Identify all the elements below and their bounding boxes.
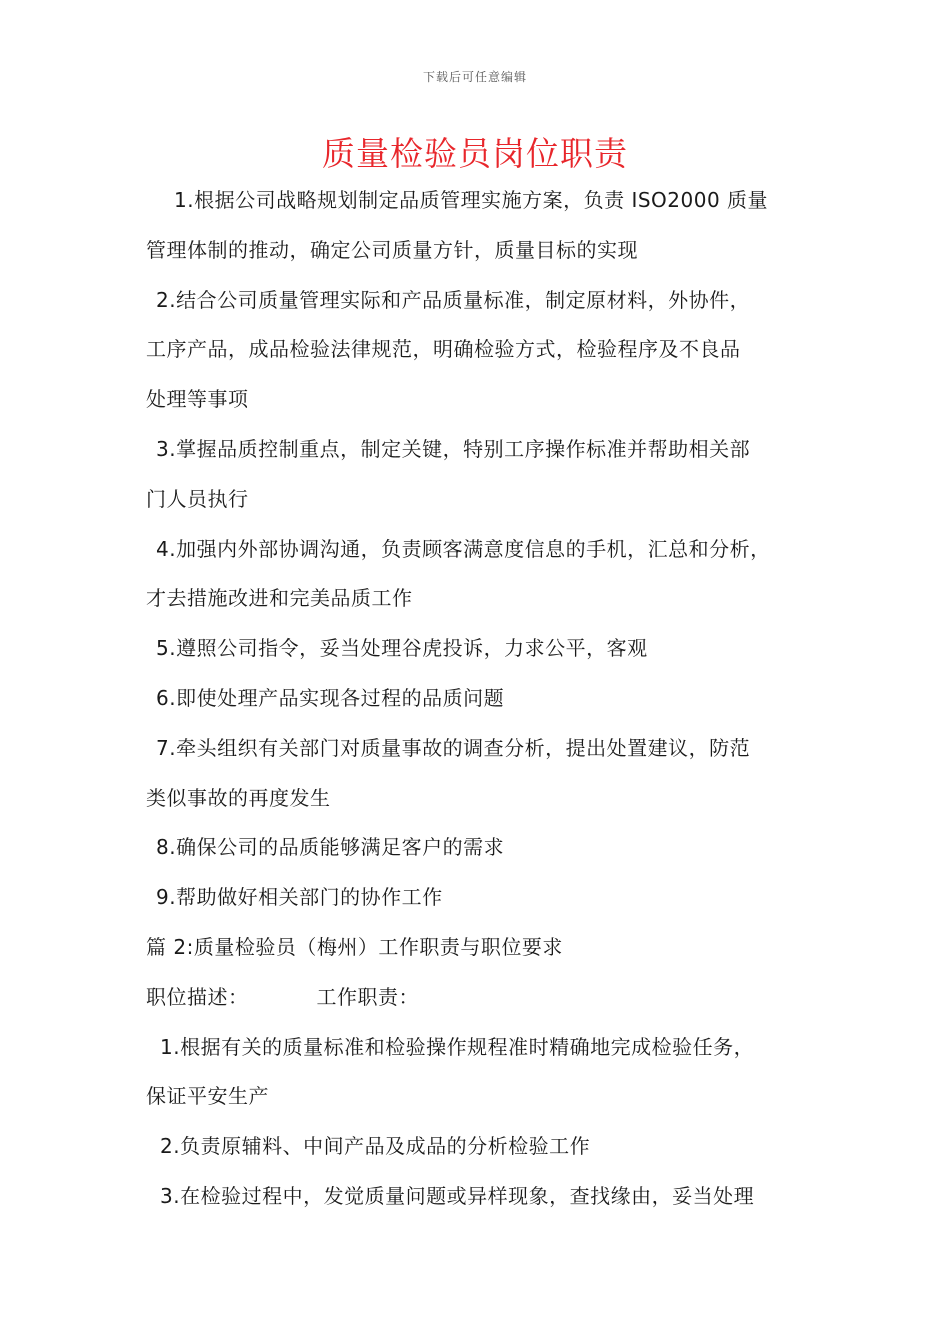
paragraph-line: 7.牵头组织有关部门对质量事故的调查分析，提出处置建议，防范 [156, 735, 751, 760]
paragraph-line: 2.负责原辅料、中间产品及成品的分析检验工作 [160, 1134, 591, 1159]
paragraph-line: 处理等事项 [146, 387, 249, 412]
page-title: 质量检验员岗位职责 [322, 134, 628, 173]
section-subheading-row [146, 973, 826, 1023]
paragraph-line: 4.加强内外部协调沟通，负责顾客满意度信息的手机，汇总和分析， [156, 536, 771, 561]
header-note: 下载后可任意编辑 [422, 70, 527, 84]
paragraph-line: 管理体制的推动，确定公司质量方针，质量目标的实现 [146, 237, 638, 262]
paragraph-line: 5.遵照公司指令，妥当处理谷虎投诉，力求公平，客观 [156, 636, 648, 661]
paragraph-line: 门人员执行 [146, 486, 249, 511]
paragraph-line: 3.在检验过程中，发觉质量问题或异样现象，查找缘由，妥当处理 [160, 1183, 755, 1208]
paragraph-line: 9.帮助做好相关部门的协作工作 [156, 885, 443, 910]
paragraph-line: 1.根据公司战略规划制定品质管理实施方案，负责 ISO2000 质量 [174, 188, 769, 212]
paragraph-line: 2.结合公司质量管理实际和产品质量标准，制定原材料，外协件， [156, 287, 751, 312]
document-body [146, 176, 826, 1222]
job-duties-label: 工作职责： [316, 984, 419, 1009]
paragraph-line: 类似事故的再度发生 [146, 785, 331, 810]
paragraph-line: 才去措施改进和完美品质工作 [146, 586, 413, 611]
paragraph-line: 保证平安生产 [146, 1084, 269, 1109]
paragraph-line: 6.即使处理产品实现各过程的品质问题 [156, 685, 505, 710]
paragraph-line: 8.确保公司的品质能够满足客户的需求 [156, 835, 505, 860]
section-heading: 篇 2:质量检验员（梅州）工作职责与职位要求 [146, 934, 563, 959]
paragraph-line: 工序产品，成品检验法律规范，明确检验方式，检验程序及不良品 [146, 337, 741, 362]
paragraph-line: 1.根据有关的质量标准和检验操作规程准时精确地完成检验任务， [160, 1034, 755, 1059]
job-description-label: 职位描述： [146, 984, 249, 1009]
paragraph-line: 3.掌握品质控制重点，制定关键，特别工序操作标准并帮助相关部 [156, 436, 751, 461]
